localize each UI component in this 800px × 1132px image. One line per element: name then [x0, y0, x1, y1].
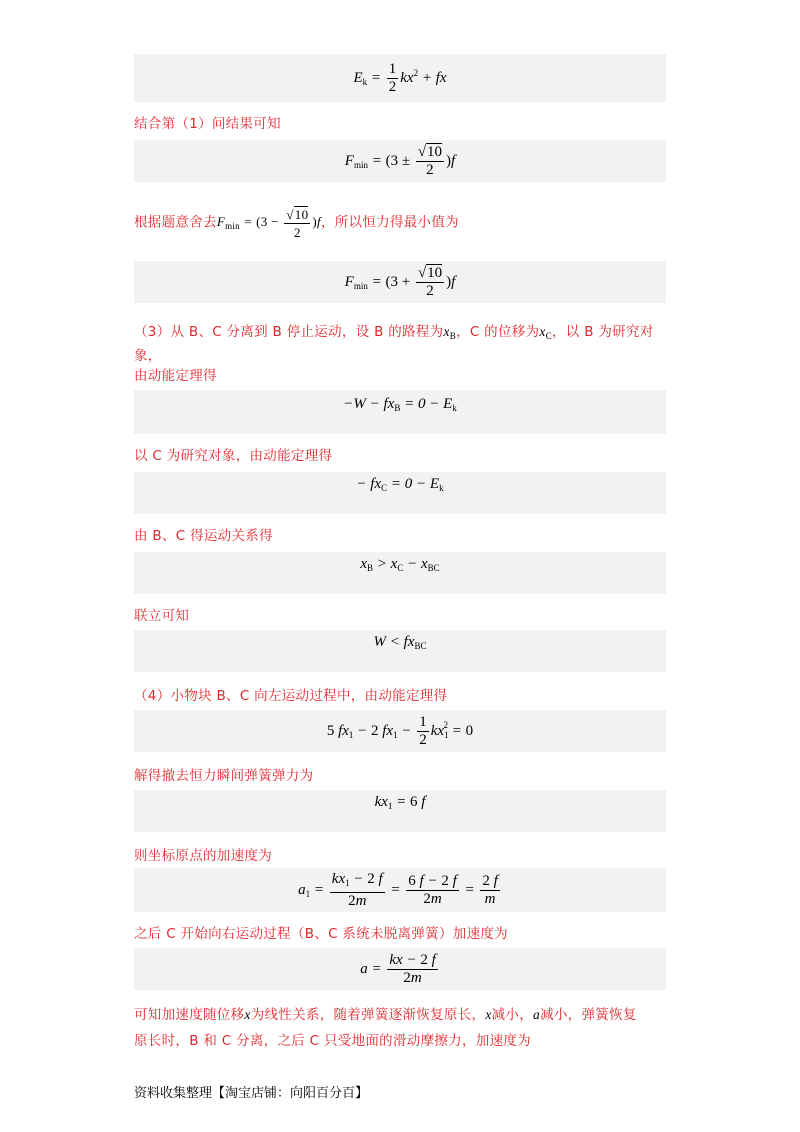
- symbol-x: x: [244, 1007, 251, 1022]
- symbol-x: x: [485, 1007, 492, 1022]
- equation-fmin-plus: $F_{min} = (3$ + $\frac{√10}{2}$ )f: [344, 264, 456, 299]
- inline-equation-fmin-minus: $F_{min} = (3$ − $\frac{√10}{2}$ )f: [216, 207, 321, 240]
- paragraph: 解得撤去恒力瞬间弹簧弹力为: [134, 768, 314, 784]
- equation-kinetic-energy: $E_k$ = $\frac{1}{2}$ $kx^2$ + fx: [353, 60, 447, 95]
- text-span: 为线性关系，随着弹簧逐渐恢复原长，: [250, 1007, 486, 1023]
- paragraph: 联立可知: [134, 608, 190, 624]
- equation-work-bound: $W < fx_{BC}$: [373, 634, 427, 651]
- paragraph: 由 B、C 得运动关系得: [134, 528, 273, 544]
- equation-fmin-plusminus: $F_{min} = (3$ ± $\frac{√10}{2}$ )f: [344, 143, 456, 178]
- equation-box-spring-force: [134, 790, 666, 832]
- equation-box-kinetic-energy: [134, 54, 666, 102]
- paragraph-part3: [134, 322, 674, 366]
- equation-displacement: $x_B > x_C - x_{BC}$: [360, 556, 440, 573]
- equation-box-work-B: [134, 390, 666, 434]
- symbol-xC: $x_C$: [539, 324, 552, 341]
- symbol-xB: $x_B$: [443, 324, 457, 341]
- equation-box-acceleration: [134, 948, 666, 990]
- paragraph: 之后 C 开始向右运动过程（B、C 系统未脱离弹簧）加速度为: [134, 926, 508, 942]
- text-span: 减小，弹簧恢复: [540, 1007, 637, 1023]
- paragraph-conclusion: [134, 1002, 674, 1054]
- paragraph: 由动能定理得: [134, 368, 217, 384]
- equation-acceleration: a = $\frac{kx - 2 f}{2m}$: [360, 951, 436, 986]
- text-span: ，C 的位移为: [456, 324, 540, 340]
- text-span: 根据题意舍去: [134, 214, 217, 231]
- text-span: 减小，: [491, 1007, 534, 1023]
- paragraph-discard: [134, 206, 674, 241]
- equation-work-B: $-W - fx_B = 0 - E_k$: [343, 396, 457, 413]
- footer: 资料收集整理【淘宝店铺：向阳百分百】: [134, 1086, 369, 1101]
- paragraph: 结合第（1）问结果可知: [134, 116, 281, 132]
- text-span: （3）从 B、C 分离到 B 停止运动，设 B 的路程为: [134, 324, 444, 340]
- text-span: ，所以恒力得最小值为: [320, 214, 459, 231]
- equation-box-work-bound: [134, 630, 666, 672]
- equation-box-energy-left: [134, 710, 666, 752]
- equation-box-fmin-plusminus: [134, 140, 666, 182]
- equation-spring-force: $kx_1 = 6$ f: [374, 794, 426, 811]
- equation-box-work-C: [134, 472, 666, 514]
- text-span: 原长时，B 和 C 分离，之后 C 只受地面的滑动摩擦力，加速度为: [134, 1033, 531, 1049]
- paragraph: 则坐标原点的加速度为: [134, 848, 272, 864]
- equation-work-C: − $fx_C = 0 - E_k$: [356, 476, 444, 493]
- equation-energy-left: 5 $fx_1 - 2$ $fx_1$ − $\frac{1}{2}$ $kx_1^2 = 0$: [326, 713, 474, 748]
- equation-box-displacement: [134, 552, 666, 594]
- paragraph-part4: （4）小物块 B、C 向左运动过程中，由动能定理得: [134, 688, 448, 704]
- text-span: 可知加速度随位移: [134, 1007, 245, 1023]
- equation-acceleration-origin: $a_1$ = $\frac{kx_1 - 2 f}{2m}$ = $\frac{6 f - 2 f}{2m}$ = $\frac{2 f}{m}$: [298, 870, 498, 909]
- equation-box-acceleration-origin: [134, 868, 666, 912]
- text-span: ，以 B 为研究对象，: [134, 324, 654, 364]
- equation-box-fmin-plus: [134, 261, 666, 303]
- symbol-a: a: [533, 1007, 541, 1022]
- paragraph: 以 C 为研究对象，由动能定理得: [134, 448, 333, 464]
